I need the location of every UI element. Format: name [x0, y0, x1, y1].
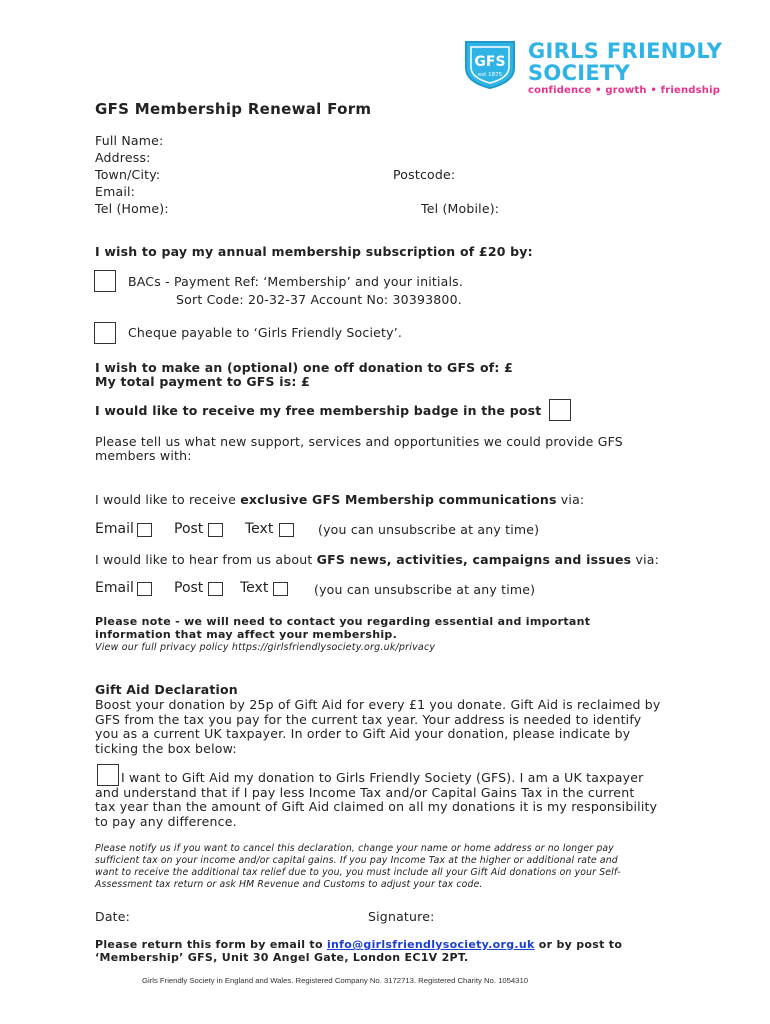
- comms2-text-label: Text: [240, 580, 269, 596]
- bacs-checkbox[interactable]: [94, 270, 116, 292]
- total-payment-label: My total payment to GFS is: £: [95, 374, 311, 389]
- donation-amount-label: I wish to make an (optional) one off donation to GFS of: £: [95, 360, 514, 375]
- gift-aid-fine-print-line1: Please notify us if you want to cancel this declaration, change your name or home address or no longer pay: [95, 843, 614, 854]
- logo-badge-sub: est 1875: [477, 72, 503, 78]
- badge-request-label: I would like to receive my free membership badge in the post: [95, 403, 542, 418]
- comms1-question: [95, 492, 584, 507]
- gift-aid-para-line1: Boost your donation by 25p of Gift Aid for every £1 you donate. Gift Aid is reclaimed by: [95, 697, 661, 712]
- logo-name: [528, 40, 722, 84]
- comms2-post-checkbox[interactable]: [208, 582, 223, 596]
- support-question-line2: members with:: [95, 448, 192, 463]
- comms1-prefix: I would like to receive: [95, 492, 241, 507]
- signature-label: Signature:: [368, 909, 435, 924]
- gift-aid-fine-print-line3: want to receive the additional tax relief due to you, you must include all your Gift Aid donations on your Self-: [95, 867, 621, 878]
- gift-aid-declaration-line3: tax year than the amount of Gift Aid claimed on all my donations it is my responsibility: [95, 799, 658, 814]
- subscription-heading: I wish to pay my annual membership subscription of £20 by:: [95, 244, 533, 259]
- address-label: Address:: [95, 150, 151, 165]
- privacy-policy-note: View our full privacy policy https://girlsfriendlysociety.org.uk/privacy: [95, 642, 436, 653]
- form-title: GFS Membership Renewal Form: [95, 100, 372, 118]
- postcode-label: Postcode:: [393, 167, 456, 182]
- comms1-text-label: Text: [245, 521, 274, 537]
- comms2-prefix: I would like to hear from us about: [95, 552, 317, 567]
- comms2-unsubscribe-note: (you can unsubscribe at any time): [314, 582, 536, 597]
- comms1-email-label: Email: [95, 521, 134, 537]
- comms2-text-checkbox[interactable]: [273, 582, 288, 596]
- bacs-label: BACs - Payment Ref: ‘Membership’ and your initials.: [128, 274, 464, 289]
- comms1-topic: exclusive GFS Membership communications: [240, 492, 557, 507]
- return-instructions-line1: [95, 938, 622, 951]
- gfs-shield-icon: [462, 38, 518, 90]
- cheque-checkbox[interactable]: [94, 322, 116, 344]
- gift-aid-declaration-line4: to pay any difference.: [95, 814, 237, 829]
- contact-note-line2: information that may affect your membership.: [95, 628, 398, 641]
- comms1-suffix: via:: [556, 492, 585, 507]
- comms1-unsubscribe-note: (you can unsubscribe at any time): [318, 522, 540, 537]
- comms1-email-checkbox[interactable]: [137, 523, 152, 537]
- support-question-line1: Please tell us what new support, services and opportunities we could provide GFS: [95, 434, 623, 449]
- gift-aid-declaration-line2: and understand that if I pay less Income Tax and/or Capital Gains Tax in the current: [95, 785, 635, 800]
- comms2-suffix: via:: [631, 552, 660, 567]
- comms2-topic: GFS news, activities, campaigns and issues: [316, 552, 632, 567]
- bacs-bank-details: Sort Code: 20-32-37 Account No: 30393800.: [176, 292, 462, 307]
- email-label: Email:: [95, 184, 136, 199]
- tel-home-label: Tel (Home):: [95, 201, 169, 216]
- gift-aid-checkbox[interactable]: [97, 764, 119, 786]
- comms1-post-label: Post: [174, 521, 204, 537]
- date-label: Date:: [95, 909, 131, 924]
- return-email-link[interactable]: info@girlsfriendlysociety.org.uk: [326, 938, 535, 951]
- full-name-label: Full Name:: [95, 133, 164, 148]
- gift-aid-para-line3: you as a current UK taxpayer. In order to Gift Aid your donation, please indicate by: [95, 726, 631, 741]
- logo-name-line1: GIRLS FRIENDLY: [528, 39, 723, 63]
- gift-aid-declaration-line1: I want to Gift Aid my donation to Girls Friendly Society (GFS). I am a UK taxpayer: [121, 770, 644, 785]
- gift-aid-fine-print-line4: Assessment tax return or ask HM Revenue and Customs to adjust your tax code.: [95, 879, 483, 890]
- gift-aid-fine-print-line2: sufficient tax on your income and/or capital gains. If you pay Income Tax at the higher or additional rate and: [95, 855, 618, 866]
- return-prefix: Please return this form by email to: [95, 938, 327, 951]
- logo-name-line2: SOCIETY: [528, 61, 631, 85]
- gift-aid-heading: Gift Aid Declaration: [95, 682, 238, 697]
- badge-checkbox[interactable]: [549, 399, 571, 421]
- comms2-question: [95, 552, 659, 567]
- gift-aid-para-line2: GFS from the tax you pay for the current tax year. Your address is needed to identify: [95, 712, 642, 727]
- contact-note-line1: Please note - we will need to contact you regarding essential and important: [95, 615, 591, 628]
- town-city-label: Town/City:: [95, 167, 161, 182]
- logo-tagline: confidence • growth • friendship: [528, 85, 721, 96]
- comms1-text-checkbox[interactable]: [279, 523, 294, 537]
- comms2-post-label: Post: [174, 580, 204, 596]
- return-suffix: or by post to: [534, 938, 623, 951]
- comms2-email-label: Email: [95, 580, 134, 596]
- return-address: ‘Membership’ GFS, Unit 30 Angel Gate, London EC1V 2PT.: [95, 951, 469, 964]
- cheque-label: Cheque payable to ‘Girls Friendly Society’.: [128, 325, 403, 340]
- tel-mobile-label: Tel (Mobile):: [421, 201, 500, 216]
- logo-badge-main: GFS: [474, 54, 506, 70]
- comms1-post-checkbox[interactable]: [208, 523, 223, 537]
- comms2-email-checkbox[interactable]: [137, 582, 152, 596]
- footer-registration: Girls Friendly Society in England and Wales. Registered Company No. 3172713. Registered Charity No. 1054310: [142, 976, 529, 985]
- gift-aid-para-line4: ticking the box below:: [95, 741, 237, 756]
